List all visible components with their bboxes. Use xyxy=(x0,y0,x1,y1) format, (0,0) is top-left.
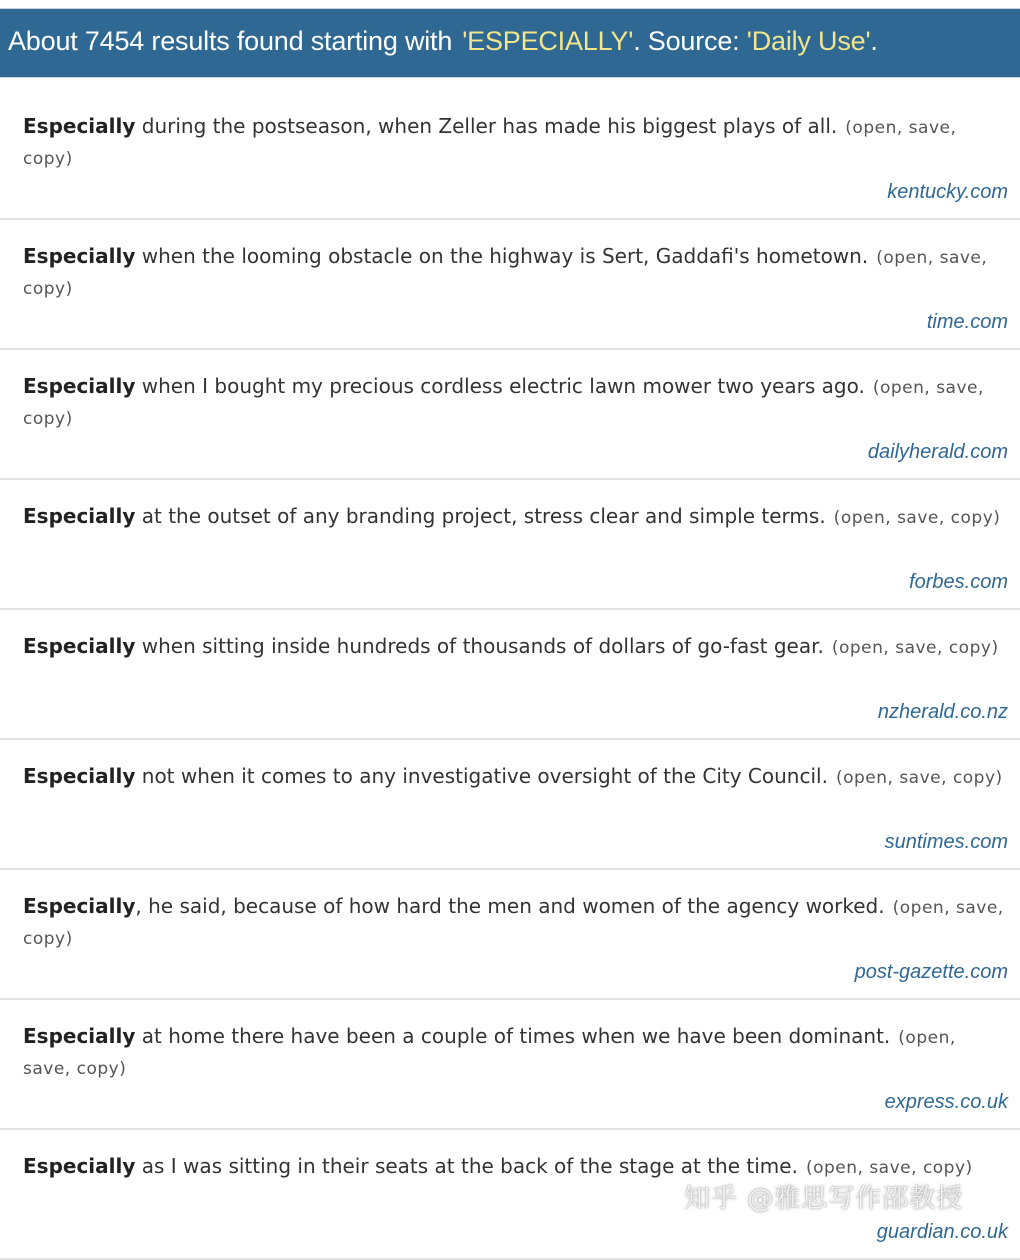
copy-link[interactable]: copy xyxy=(23,149,66,169)
example-sentence xyxy=(23,1152,1008,1183)
example-sentence xyxy=(23,242,1008,304)
example-sentence xyxy=(23,502,1008,533)
copy-link[interactable]: copy xyxy=(952,768,996,788)
copy-link[interactable]: copy xyxy=(950,508,994,528)
example-sentence xyxy=(23,762,1008,793)
sentence-text: when the looming obstacle on the highway is Sert, Gaddafi's hometown. xyxy=(135,244,869,268)
sentence-keyword: Especially xyxy=(23,894,136,918)
sentence-text: , he said, because of how hard the men and women of the agency worked. xyxy=(135,894,885,918)
open-link[interactable]: open xyxy=(899,898,945,918)
sentence-actions: (open, save, copy) xyxy=(831,638,999,658)
summary-suffix: . xyxy=(870,26,878,56)
sentence-text: during the postseason, when Zeller has made his biggest plays of all. xyxy=(135,114,838,138)
example-sentence xyxy=(23,112,1008,174)
open-link[interactable]: open xyxy=(838,638,884,658)
sentence-keyword: Especially xyxy=(23,1154,136,1178)
result-item xyxy=(0,1000,1020,1130)
source-value: 'Daily Use' xyxy=(746,26,871,56)
open-link[interactable]: open xyxy=(905,1028,950,1048)
source-link[interactable]: time.com xyxy=(926,311,1008,333)
open-link[interactable]: open xyxy=(813,1158,858,1178)
source-link[interactable]: express.co.uk xyxy=(884,1091,1008,1113)
sentence-text: at the outset of any branding project, stress clear and simple terms. xyxy=(135,504,826,528)
sentence-keyword: Especially xyxy=(23,114,136,138)
open-link[interactable]: open xyxy=(852,118,897,138)
copy-link[interactable]: copy xyxy=(948,638,992,658)
source-link[interactable]: post-gazette.com xyxy=(854,961,1008,983)
sentence-actions: (open, save, copy) xyxy=(23,248,988,299)
open-link[interactable]: open xyxy=(840,508,886,528)
search-keyword: 'ESPECIALLY' xyxy=(462,26,634,56)
result-item xyxy=(0,220,1020,350)
save-link[interactable]: save xyxy=(895,638,938,658)
source-link[interactable]: dailyherald.com xyxy=(867,441,1008,463)
save-link[interactable]: save xyxy=(956,898,998,918)
sentence-actions: (open, save, copy) xyxy=(835,768,1003,788)
save-link[interactable]: save xyxy=(939,248,982,268)
sentence-keyword: Especially xyxy=(23,504,136,528)
sentence-actions: (open, save, copy) xyxy=(23,898,1004,949)
open-link[interactable]: open xyxy=(883,248,928,268)
copy-link[interactable]: copy xyxy=(23,279,66,299)
source-link[interactable]: suntimes.com xyxy=(884,831,1008,853)
example-sentence xyxy=(23,892,1008,954)
example-sentence xyxy=(23,632,1008,663)
sentence-keyword: Especially xyxy=(23,764,136,788)
sentence-actions: (open, save, copy) xyxy=(23,378,984,429)
copy-link[interactable]: copy xyxy=(922,1158,966,1178)
save-link[interactable]: save xyxy=(908,118,951,138)
source-link[interactable]: guardian.co.uk xyxy=(876,1221,1008,1243)
sentence-keyword: Especially xyxy=(23,244,136,268)
top-border xyxy=(0,0,1020,8)
save-link[interactable]: save xyxy=(936,378,978,398)
result-item xyxy=(0,870,1020,1000)
copy-link[interactable]: copy xyxy=(23,409,66,429)
sentence-actions: (open, save, copy) xyxy=(23,1028,956,1079)
result-item xyxy=(0,90,1020,220)
save-link[interactable]: save xyxy=(23,1059,65,1079)
example-sentence xyxy=(23,1022,1008,1084)
sentence-keyword: Especially xyxy=(23,1024,136,1048)
summary-prefix: About 7454 results found starting with xyxy=(8,26,453,56)
result-item xyxy=(0,480,1020,610)
sentence-actions: (open, save, copy) xyxy=(805,1158,973,1178)
source-link[interactable]: kentucky.com xyxy=(887,181,1008,203)
result-item xyxy=(0,610,1020,740)
sentence-actions: (open, save, copy) xyxy=(23,118,957,169)
sentence-keyword: Especially xyxy=(23,634,136,658)
result-item xyxy=(0,740,1020,870)
save-link[interactable]: save xyxy=(897,508,939,528)
sentence-text: at home there have been a couple of times when we have been dominant. xyxy=(135,1024,891,1048)
watermark: 知乎 @雅思写作邵教授 xyxy=(684,1184,964,1214)
copy-link[interactable]: copy xyxy=(76,1059,120,1079)
result-item xyxy=(0,350,1020,480)
open-link[interactable]: open xyxy=(843,768,888,788)
sentence-text: not when it comes to any investigative oversight of the City Council. xyxy=(135,764,828,788)
save-link[interactable]: save xyxy=(899,768,942,788)
results-header xyxy=(0,8,1020,78)
source-link[interactable]: forbes.com xyxy=(909,571,1008,593)
source-link[interactable]: nzherald.co.nz xyxy=(877,701,1008,723)
sentence-text: when sitting inside hundreds of thousands of dollars of go-fast gear. xyxy=(135,634,824,658)
source-label: . Source: xyxy=(633,26,740,56)
results-summary xyxy=(8,26,878,57)
open-link[interactable]: open xyxy=(879,378,925,398)
sentence-actions: (open, save, copy) xyxy=(833,508,1001,528)
sentence-text: as I was sitting in their seats at the back of the stage at the time. xyxy=(135,1154,798,1178)
sentence-text: when I bought my precious cordless electric lawn mower two years ago. xyxy=(135,374,865,398)
sentence-keyword: Especially xyxy=(23,374,136,398)
results-list xyxy=(0,90,1020,1260)
example-sentence xyxy=(23,372,1008,434)
save-link[interactable]: save xyxy=(869,1158,912,1178)
copy-link[interactable]: copy xyxy=(23,929,66,949)
result-item xyxy=(0,1130,1020,1260)
